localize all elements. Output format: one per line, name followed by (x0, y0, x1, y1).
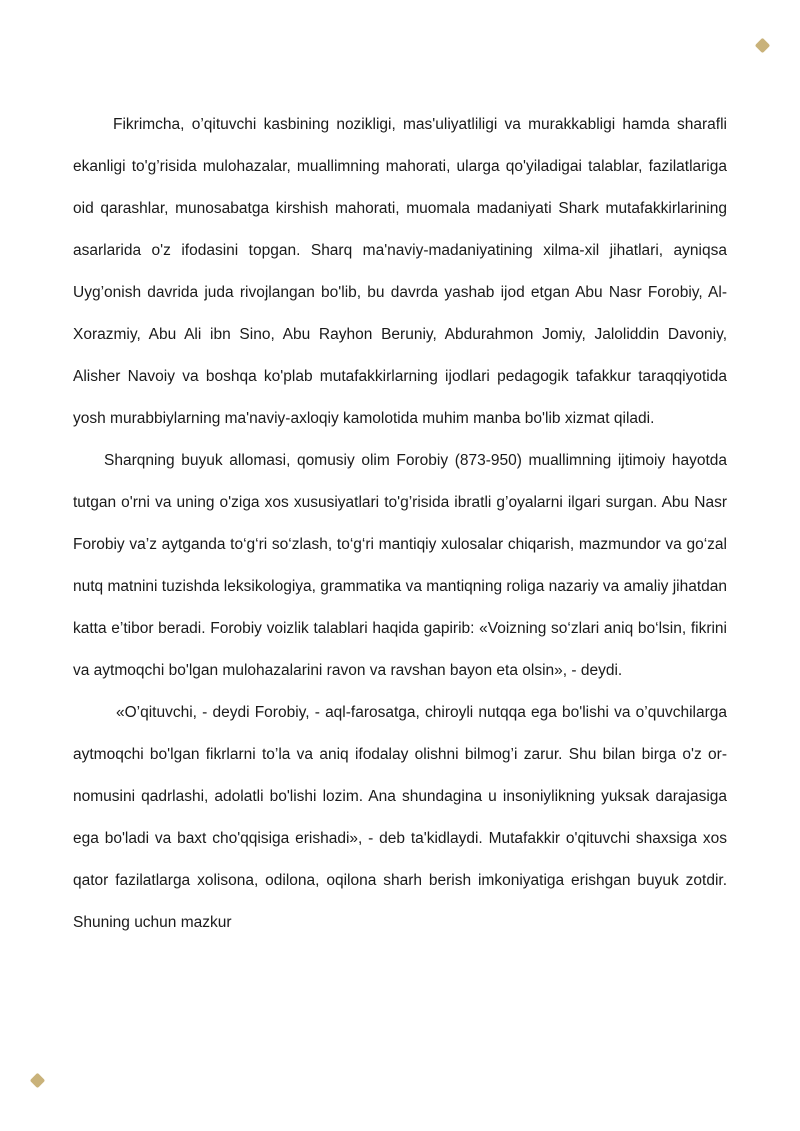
paragraph-3: «O’qituvchi, - deydi Forobiy, - aql-farosatga, chiroyli nutqqa ega bo'lishi va o’quvchilarga aytmoqchi bo'lgan fikrlarni to’la va aniq ifodalay olishni bilmog’i zarur. Shu bilan birga o'z or-nomusini qadrlashi, adolatli bo'lishi lozim. Ana shundagina u insoniylikning yuksak darajasiga ega bo'ladi va baxt cho'qqisiga erishadi», - deb ta'kidlaydi. Mutafakkir o'qituvchi shaxsiga xos qator fazilatlarga xolisona, odilona, oqilona sharh berish imkoniyatiga erishgan buyuk zotdir. Shuning uchun mazkur (73, 704, 727, 931)
paragraph-1: Fikrimcha, o’qituvchi kasbining nozikligi, mas'uliyatliligi va murakkabligi hamda sharafli ekanligi to'g’risida mulohazalar, muallimning mahorati, ularga qo'yiladigai talablar, fazilatlariga oid qarashlar, munosabatga kirshish mahorati, muomala madaniyati Shark mutafakkirlarining asarlarida o'z ifodasini topgan. Sharq ma'naviy-madaniyatining xilma-xil jihatlari, ayniqsa Uyg’onish davrida juda rivojlangan bo'lib, bu davrda yashab ijod etgan Abu Nasr Forobiy, Al-Xorazmiy, Abu Ali ibn Sino, Abu Rayhon Beruniy, Abdurahmon Jomiy, Jaloliddin Davoniy, Alisher Navoiy va boshqa ko'plab mutafakkirlarning ijodlari pedagogik tafakkur taraqqiyotida yosh murabbiylarning ma'naviy-axloqiy kamolotida muhim manba bo'lib xizmat qiladi. (73, 116, 727, 427)
paragraph-2: Sharqning buyuk allomasi, qomusiy olim Forobiy (873-950) muallimning ijtimoiy hayotda tutgan o'rni va uning o'ziga xos xususiyatlari to'g’risida ibratli g’oyalarni ilgari surgan. Abu Nasr Forobiy va’z aytganda to‘g‘ri so‘zlash, to‘g‘ri mantiqiy xulosalar chiqarish, mazmundor va go‘zal nutq matnini tuzishda leksikologiya, grammatika va mantiqning roliga nazariy va amaliy jihatdan katta e’tibor beradi. Forobiy voizlik talablari haqida gapirib: «Voizning so‘zlari aniq bo‘lsin, fikrini va aytmoqchi bo'lgan mulohazalarini ravon va ravshan bayon eta olsin», - deydi. (73, 452, 727, 679)
diamond-ornament-icon (30, 1073, 46, 1089)
document-body (73, 104, 727, 944)
diamond-ornament-icon (755, 38, 771, 54)
